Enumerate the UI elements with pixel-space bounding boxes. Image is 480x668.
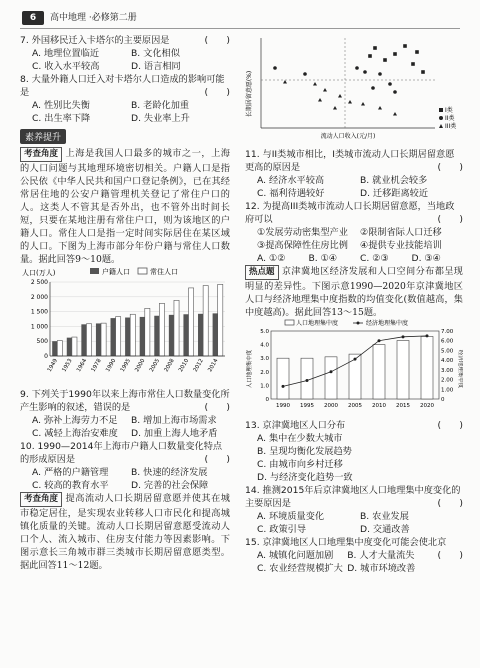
bar-xtick: 2014 bbox=[207, 358, 220, 374]
scatter-point bbox=[338, 94, 342, 98]
option: D. 语言相同 bbox=[131, 61, 181, 72]
option: A. 性别比失衡 bbox=[32, 100, 90, 111]
scatter-point bbox=[403, 44, 407, 48]
option: B. 增加上海市场需求 bbox=[131, 415, 217, 426]
option: B. 人才大量流失 bbox=[347, 550, 415, 561]
scatter-point bbox=[361, 102, 365, 106]
scatter-point bbox=[283, 80, 287, 84]
bar-xtick: 2012 bbox=[192, 358, 205, 374]
q14-options bbox=[257, 510, 463, 536]
left-column bbox=[20, 34, 230, 572]
scatter-legend-1: I类 bbox=[445, 107, 453, 114]
q14-stem: 14. 推测2015年后京津冀地区人口地理集中度变化的主要原因是 ( ) bbox=[245, 485, 463, 509]
bar-ytick: 2 500 bbox=[30, 279, 48, 286]
header-divider bbox=[20, 28, 460, 29]
combo-ytick-right: 3.00 bbox=[441, 367, 454, 374]
bar-ytick: 500 bbox=[36, 338, 48, 346]
combo-bar-pop bbox=[325, 357, 337, 399]
option: B. 农业发展 bbox=[360, 511, 409, 522]
combo-point-econ bbox=[426, 334, 429, 337]
option: A. 集中在少数大城市 bbox=[257, 433, 343, 444]
scatter-point bbox=[383, 58, 387, 62]
scatter-point bbox=[363, 70, 367, 74]
angle-tag: 考查角度 bbox=[20, 492, 62, 507]
bar-changzhu bbox=[116, 317, 121, 356]
combo-point-econ bbox=[330, 370, 333, 373]
q13-stem: 13. 京津冀地区人口分布 ( ) bbox=[245, 420, 463, 431]
option: D. 城市环境改善 bbox=[347, 563, 416, 574]
combo-xtick: 2005 bbox=[348, 403, 362, 409]
combo-point-econ bbox=[378, 339, 381, 342]
bar-xtick: 1995 bbox=[119, 358, 132, 374]
option: B. 就业机会较多 bbox=[360, 175, 428, 186]
combo-point-econ bbox=[282, 385, 285, 388]
option: B. ①④ bbox=[308, 253, 338, 264]
q10-stem: 10. 1990—2014年上海市户籍人口数量变化特点的形成原因是 ( ) bbox=[20, 441, 230, 465]
scatter-point bbox=[411, 62, 415, 66]
bar-hukou bbox=[169, 315, 174, 356]
scatter-point bbox=[333, 106, 337, 110]
item: ③提高保障性住房比例 bbox=[257, 240, 348, 251]
combo-bar-pop bbox=[373, 345, 385, 399]
option: B. 文化相似 bbox=[131, 48, 180, 59]
book-title: 高中地理 ·必修第二册 bbox=[50, 13, 137, 23]
q9-stem: 9. 下列关于1990年以来上海市常住人口数量变化所产生影响的叙述，错误的是 ( ) bbox=[20, 389, 230, 413]
bar-changzhu bbox=[189, 288, 194, 356]
angle-tag: 考查角度 bbox=[20, 147, 62, 162]
item: ①发展劳动密集型产业 bbox=[257, 227, 348, 238]
scatter-point bbox=[273, 66, 277, 70]
q10-options bbox=[32, 466, 230, 492]
scatter-point bbox=[421, 70, 425, 74]
combo-bar-pop bbox=[349, 354, 361, 399]
combo-ytick-left: 4.0 bbox=[260, 342, 269, 349]
legend-swatch-changzhu bbox=[138, 268, 147, 274]
bar-ytick: 0 bbox=[44, 353, 48, 360]
combo-ylabel-left: 人口地理集中度 bbox=[247, 349, 253, 389]
option: C. ②③ bbox=[360, 253, 389, 264]
combo-ytick-left: 1.0 bbox=[260, 383, 269, 390]
bar-xtick: 2008 bbox=[163, 358, 176, 374]
page-number: 6 bbox=[22, 11, 44, 25]
q12-options bbox=[257, 252, 463, 265]
bar-changzhu bbox=[145, 308, 150, 356]
q15-stem: 15. 京津冀地区人口地理集中度变化可能会使北京 ( ) bbox=[245, 537, 463, 561]
bar-ytick: 1 000 bbox=[30, 323, 48, 331]
q8-options bbox=[32, 99, 230, 125]
passage-1: 考查角度 上海是我国人口最多的城市之一，上海的人口问题与其地理环境密切相关。户籍人口是指公民依《中华人民共和国户口登记条例》，已在其经常居住地的公安户籍管理机关登记了常住户口的人。这类人不管其是否外出，也不管外出时间长短，只要在某地注册有常住户口，则为该地区的户籍人口。常住人口是指一定时间实际居住在某区域的人口。下图为上海市部分年份户籍与常住人口数量。据此回答9～10题。 bbox=[20, 148, 230, 265]
bar-ytick: 2 000 bbox=[30, 293, 48, 301]
combo-xtick: 1995 bbox=[300, 403, 314, 409]
scatter-point bbox=[323, 88, 327, 92]
combo-bar-pop bbox=[277, 358, 289, 399]
option: B. 老龄化加重 bbox=[131, 100, 190, 111]
combo-legend-econ: 经济地理集中度 bbox=[366, 320, 409, 327]
bar-hukou bbox=[125, 318, 130, 356]
bar-changzhu bbox=[159, 303, 164, 356]
bar-xtick: 1949 bbox=[46, 358, 60, 374]
q11-options bbox=[257, 174, 463, 200]
option: C. 出生率下降 bbox=[32, 113, 91, 124]
bar-changzhu bbox=[72, 337, 77, 356]
combo-ytick-right: 2.00 bbox=[441, 377, 454, 384]
option: A. 经济水平较高 bbox=[257, 175, 325, 186]
bar-changzhu bbox=[130, 314, 135, 356]
option: D. 迁移距离较近 bbox=[360, 188, 429, 199]
combo-xtick: 2010 bbox=[372, 403, 386, 409]
bar-ytick: 1 500 bbox=[30, 308, 48, 316]
option: C. 由城市向乡村迁移 bbox=[257, 459, 343, 470]
bar-changzhu bbox=[57, 341, 62, 356]
combo-ytick-right: 7.00 bbox=[441, 329, 454, 335]
bar-xtick: 2005 bbox=[148, 358, 162, 374]
combo-ytick-left: 0 bbox=[265, 397, 269, 403]
bar-ylabel: 人口(万人) bbox=[22, 269, 56, 277]
option: C. 较高的教育水平 bbox=[32, 480, 109, 491]
option: D. 失业率上升 bbox=[131, 113, 190, 124]
q7-options bbox=[32, 47, 230, 73]
option: D. 完善的社会保障 bbox=[131, 480, 209, 491]
bar-changzhu bbox=[174, 300, 179, 356]
scatter-point bbox=[378, 106, 382, 110]
q7-stem: 7. 外国移民迁入卡塔尔的主要原因是 ( ) bbox=[20, 35, 230, 46]
scatter-legend-swatch-3 bbox=[439, 124, 443, 128]
bar-chart bbox=[20, 266, 230, 388]
bar-xtick: 1978 bbox=[90, 358, 103, 374]
option: A. 环境质量变化 bbox=[257, 511, 325, 522]
combo-ytick-right: 6.00 bbox=[441, 338, 454, 345]
scatter-point bbox=[393, 112, 397, 116]
scatter-ylabel: 长期居留意愿(%) bbox=[246, 70, 253, 118]
scatter-point bbox=[378, 72, 382, 76]
option: C. 政策引导 bbox=[257, 524, 307, 535]
combo-ytick-right: 0 bbox=[441, 397, 445, 403]
bar-hukou bbox=[52, 341, 57, 356]
page-header bbox=[0, 0, 480, 26]
option: A. ①② bbox=[257, 253, 286, 264]
combo-legend-pop: 人口地理集中度 bbox=[296, 320, 339, 327]
combo-xtick: 2000 bbox=[324, 403, 338, 409]
combo-point-econ bbox=[354, 358, 357, 361]
item: ④提供专业技能培训 bbox=[360, 240, 442, 251]
scatter-point bbox=[368, 54, 372, 58]
scatter-chart bbox=[245, 34, 463, 148]
scatter-point bbox=[313, 82, 317, 86]
bar-xtick: 1990 bbox=[105, 358, 118, 374]
option: A. 城镇化问题加剧 bbox=[257, 550, 334, 561]
legend-hukou: 户籍人口 bbox=[102, 268, 130, 276]
combo-point-econ bbox=[402, 335, 405, 338]
q12-stem: 12. 为提高III类城市流动人口长期居留意愿，当地政府可以 ( ) bbox=[245, 201, 463, 225]
option: A. 严格的户籍管理 bbox=[32, 467, 109, 478]
option: C. 福利待遇较好 bbox=[257, 188, 325, 199]
option: C. 农业经营规模扩大 bbox=[257, 563, 343, 574]
combo-ytick-left: 3.0 bbox=[260, 356, 269, 363]
bar-hukou bbox=[154, 316, 159, 356]
bar-xtick: 1953 bbox=[61, 358, 74, 374]
scatter-point bbox=[415, 50, 419, 54]
q13-options bbox=[257, 432, 463, 484]
combo-ytick-right: 5.00 bbox=[441, 348, 454, 355]
scatter-point bbox=[373, 46, 377, 50]
combo-ytick-right: 1.00 bbox=[441, 387, 454, 394]
scatter-point bbox=[393, 52, 397, 56]
legend-changzhu: 常住人口 bbox=[150, 268, 178, 276]
bar-hukou bbox=[213, 313, 218, 356]
scatter-legend-swatch-1 bbox=[439, 108, 443, 112]
scatter-point bbox=[393, 90, 397, 94]
option: D. 加重上海人地矛盾 bbox=[131, 428, 218, 439]
combo-point-econ bbox=[306, 379, 309, 382]
bar-changzhu bbox=[203, 286, 208, 356]
combo-ytick-left: 5.0 bbox=[260, 329, 269, 335]
scatter-point bbox=[348, 100, 352, 104]
scatter-legend-swatch-2 bbox=[439, 116, 443, 120]
bar-hukou bbox=[140, 317, 145, 356]
bar-xtick: 2010 bbox=[178, 358, 191, 374]
combo-legend-swatch-pop bbox=[285, 320, 294, 325]
section-tag: 素养提升 bbox=[20, 129, 66, 144]
option: C. 收入水平较高 bbox=[32, 61, 100, 72]
legend-swatch-hukou bbox=[90, 268, 99, 274]
combo-xtick: 2020 bbox=[420, 403, 434, 409]
bar-xtick: 2000 bbox=[134, 358, 147, 374]
scatter-xlabel: 流动人口收入(元/月) bbox=[320, 133, 376, 140]
combo-chart bbox=[245, 319, 463, 419]
option: D. ③④ bbox=[411, 253, 441, 264]
q8-stem: 8. 大量外籍人口迁入对卡塔尔人口造成的影响可能是 ( ) bbox=[20, 74, 230, 98]
combo-ylabel-right: 经济地理集中度 bbox=[457, 349, 463, 389]
scatter-point bbox=[303, 72, 307, 76]
scatter-point bbox=[318, 98, 322, 102]
passage-3: 热点题 京津冀地区经济发展和人口空间分布都呈现明显的差异性。下图示意1990—2020年京津冀地区人口与经济地理集中度指数的均值变化(数值越高，集中度越高)。据此回答13～15题。 bbox=[245, 266, 463, 318]
bar-hukou bbox=[81, 324, 86, 356]
q11-stem: 11. 与II类城市相比，I类城市流动人口长期居留意愿更高的原因是 ( ) bbox=[245, 149, 463, 173]
option: B. 呈现均衡化发展趋势 bbox=[257, 446, 352, 457]
bar-changzhu bbox=[101, 323, 106, 356]
scatter-point bbox=[355, 66, 359, 70]
combo-legend-marker-econ bbox=[357, 322, 360, 325]
bar-changzhu bbox=[86, 324, 91, 356]
bar-hukou bbox=[96, 323, 101, 356]
combo-bar-pop bbox=[397, 341, 409, 399]
passage-2: 考查角度 提高流动人口长期居留意愿并使其在城市稳定居住，是实现农业转移人口市民化和提高城镇化质量的关键。流动人口长期居留意愿受流动人口个人、流入城市、住房支付能力等因素影响。下图示意长三角城市群三类城市长期居留意愿类型。据此回答11～12题。 bbox=[20, 493, 230, 571]
bar-hukou bbox=[183, 314, 188, 356]
bar-changzhu bbox=[218, 284, 223, 356]
bar-hukou bbox=[67, 338, 72, 356]
option: D. 交通改善 bbox=[360, 524, 410, 535]
scatter-point bbox=[388, 82, 392, 86]
bar-hukou bbox=[111, 318, 116, 356]
option: A. 弥补上海劳力不足 bbox=[32, 415, 118, 426]
combo-xtick: 2015 bbox=[396, 403, 410, 409]
scatter-legend-3: III类 bbox=[445, 123, 457, 130]
option: B. 快速的经济发展 bbox=[131, 467, 208, 478]
q12-items bbox=[257, 226, 463, 252]
bar-hukou bbox=[198, 314, 203, 356]
q9-options bbox=[32, 414, 230, 440]
hot-tag: 热点题 bbox=[245, 265, 279, 280]
item: ②限制省际人口迁移 bbox=[360, 227, 442, 238]
combo-ytick-right: 4.00 bbox=[441, 358, 454, 365]
right-column bbox=[245, 34, 463, 575]
combo-ytick-left: 2.0 bbox=[260, 369, 269, 376]
option: A. 地理位置临近 bbox=[32, 48, 100, 59]
q15-options bbox=[257, 549, 437, 575]
bar-xtick: 1964 bbox=[75, 358, 89, 374]
option: C. 减轻上海治安难度 bbox=[32, 428, 118, 439]
scatter-legend-2: II类 bbox=[445, 115, 455, 122]
scatter-point bbox=[371, 86, 375, 90]
combo-bar-pop bbox=[421, 336, 433, 399]
option: D. 与经济变化趋势一致 bbox=[257, 472, 353, 483]
combo-xtick: 1990 bbox=[276, 403, 290, 409]
